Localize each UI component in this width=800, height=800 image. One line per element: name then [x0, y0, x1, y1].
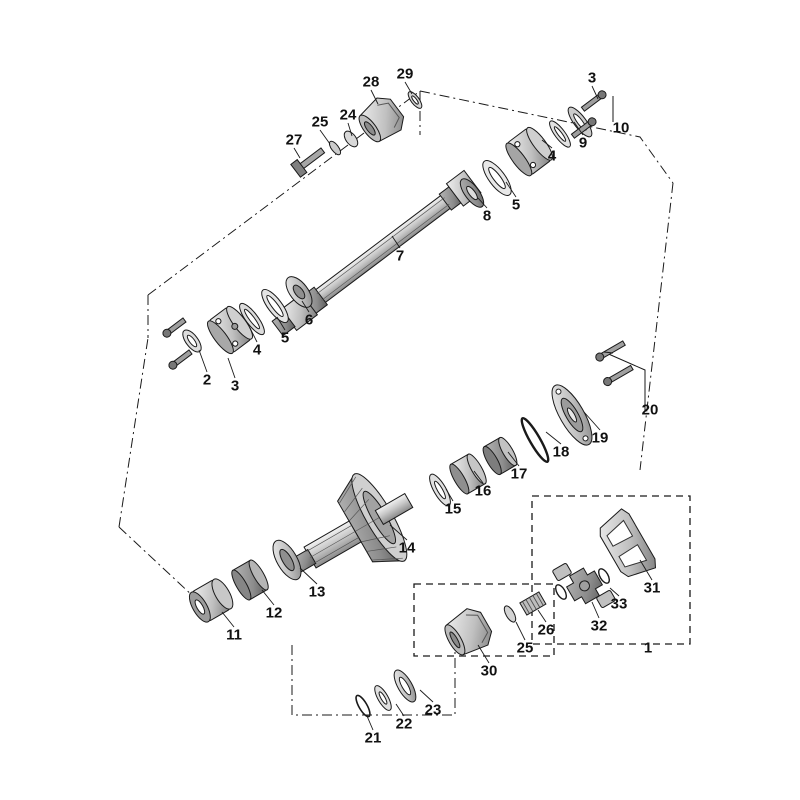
callout-10: 10: [612, 119, 630, 137]
callout-6: 6: [304, 311, 314, 329]
callout-19: 19: [591, 429, 609, 447]
callout-14: 14: [398, 539, 416, 557]
callout-3a: 3: [230, 377, 240, 395]
callout-26: 26: [537, 621, 555, 639]
callout-4a: 4: [252, 341, 262, 359]
part-2-washer: [179, 327, 204, 355]
callout-4b: 4: [547, 147, 557, 165]
part-27-bolt: [291, 144, 328, 177]
leader-lines: [199, 82, 652, 733]
callout-5a: 5: [280, 329, 290, 347]
callout-9: 9: [578, 134, 588, 152]
callout-33: 33: [610, 595, 628, 613]
callout-20: 20: [641, 401, 659, 419]
callout-30: 30: [480, 662, 498, 680]
callout-1: 1: [643, 639, 653, 657]
upper-group-boundary: [148, 91, 673, 338]
part-12-spacer: [229, 558, 272, 602]
callout-22: 22: [395, 715, 413, 733]
callout-17: 17: [510, 465, 528, 483]
callout-23: 23: [424, 701, 442, 719]
callout-28: 28: [362, 73, 380, 91]
part-23-seal: [390, 667, 420, 705]
part-22-washer: [372, 683, 395, 712]
part-26-spring: [520, 592, 546, 615]
callout-12: 12: [265, 604, 283, 622]
drive-shaft-part-7: [269, 170, 481, 339]
callout-5b: 5: [511, 196, 521, 214]
part-5-seal-right: [478, 156, 516, 199]
callout-29: 29: [396, 65, 414, 83]
callout-25a: 25: [311, 113, 329, 131]
part-3-bolt-left-b: [167, 349, 193, 371]
callout-11: 11: [226, 626, 242, 644]
callout-18: 18: [552, 443, 570, 461]
part-30-slip-yoke: [439, 604, 496, 661]
part-33-bearing-cap-a: [552, 563, 572, 581]
callout-31: 31: [643, 579, 661, 597]
callout-27: 27: [285, 131, 303, 149]
callout-3b: 3: [587, 69, 597, 87]
part-11-yoke-flange: [185, 576, 237, 625]
callout-8: 8: [482, 207, 492, 225]
part-25-washer-lower: [502, 604, 518, 624]
part-33-clip-a: [554, 583, 569, 601]
part-31-yoke: [594, 507, 659, 584]
part-20-bolt-b: [602, 364, 634, 387]
callout-32: 32: [590, 617, 608, 635]
part-14-pinion-gear: [271, 457, 434, 609]
part-9-washer: [546, 118, 573, 150]
callout-7: 7: [395, 247, 405, 265]
callout-15: 15: [444, 500, 462, 518]
part-18-oring: [518, 416, 552, 464]
callout-21: 21: [364, 729, 382, 747]
part-3-bolt-right-a: [581, 89, 608, 112]
callout-24: 24: [339, 106, 357, 124]
callout-16: 16: [474, 482, 492, 500]
callout-25b: 25: [516, 639, 534, 657]
callout-13: 13: [308, 583, 326, 601]
part-28-yoke: [353, 92, 409, 148]
callout-2: 2: [202, 371, 212, 389]
part-25-washer-upper: [327, 140, 342, 157]
